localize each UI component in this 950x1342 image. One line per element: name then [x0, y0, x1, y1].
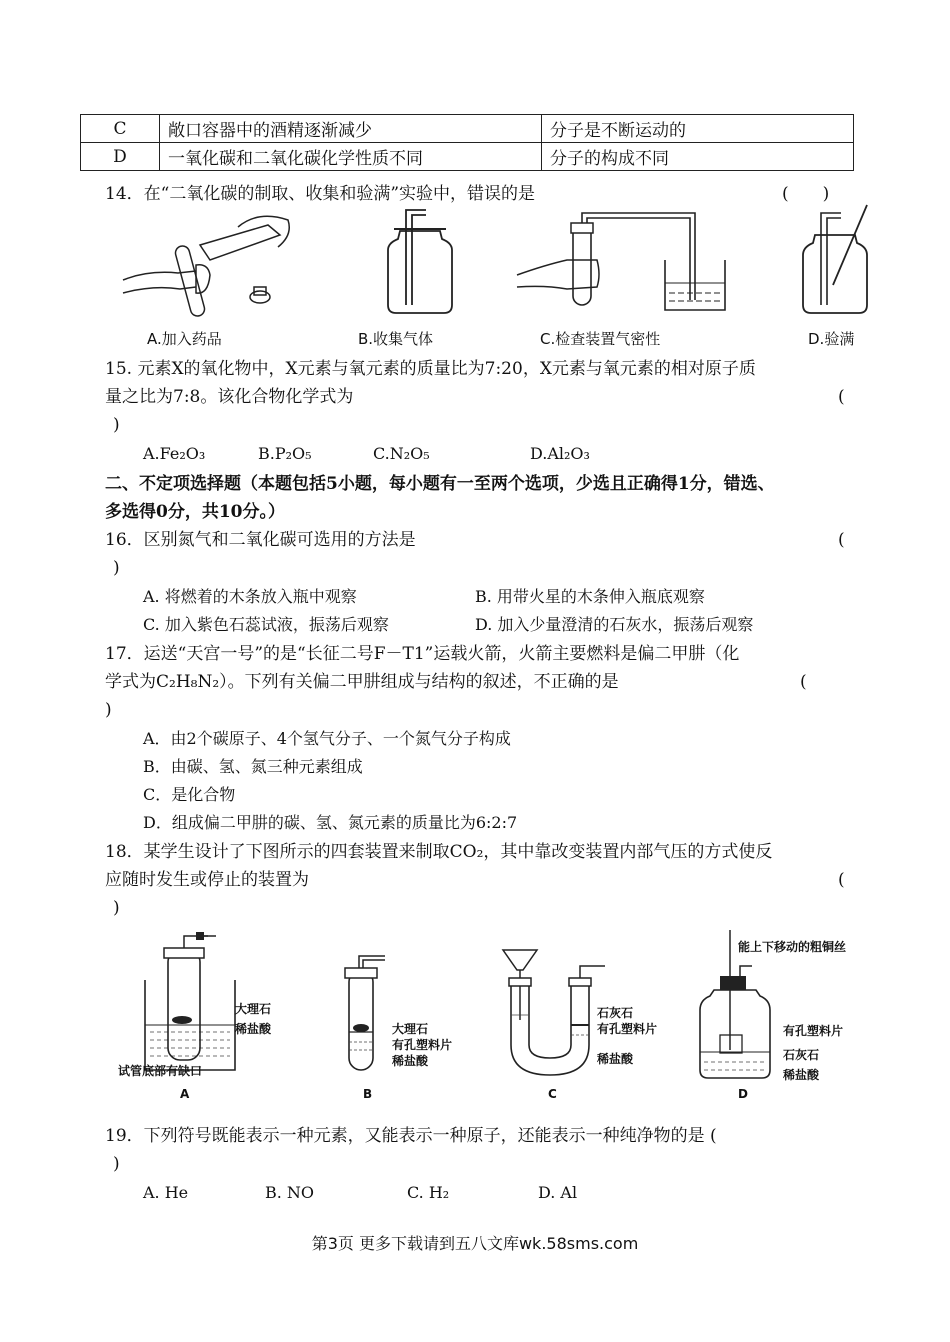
q14-figure-a — [118, 205, 308, 325]
q14-caption-a: A.加入药品 — [147, 330, 222, 348]
q15-option-b: B.P₂O₅ — [258, 444, 312, 463]
q16-stem: 16．区别氮气和二氧化碳可选用的方法是 — [105, 530, 416, 550]
page-footer: 第3页 更多下载请到五八文库wk.58sms.com — [311, 1234, 639, 1253]
q18-line2: 应随时发生或停止的装置为 — [105, 870, 309, 890]
section2-heading-line2: 多选得0分，共10分。） — [105, 502, 285, 522]
q18-apparatus-a — [140, 930, 250, 1080]
q16-option-a: A. 将燃着的木条放入瓶中观察 — [143, 587, 357, 606]
q18-c-label-limestone: 石灰石 — [597, 1006, 634, 1020]
q18-d-label-acid: 稀盐酸 — [783, 1068, 820, 1082]
row-explanation: 分子是不断运动的 — [542, 115, 854, 143]
q18-d-label-limestone: 石灰石 — [783, 1048, 820, 1062]
q16-paren-close: ) — [113, 558, 120, 578]
q17-paren-close: ) — [105, 700, 112, 720]
answer-table — [80, 114, 854, 171]
q18-a-label-notch: 试管底部有缺口 — [118, 1064, 203, 1078]
q19-option-a: A. He — [143, 1183, 189, 1202]
q19-paren-close: ) — [113, 1154, 120, 1174]
q19-stem: 19．下列符号既能表示一种元素，又能表示一种原子，还能表示一种纯净物的是 ( — [105, 1126, 717, 1146]
q18-letter-d: D — [738, 1087, 748, 1101]
q16-option-d: D. 加入少量澄清的石灰水，振荡后观察 — [475, 615, 754, 634]
section2-heading-line1: 二、不定项选择题（本题包括5小题，每小题有一至两个选项，少选且正确得1分，错选、 — [105, 474, 775, 494]
q14-caption-c: C.检查装置气密性 — [540, 330, 661, 348]
row-phenomenon: 敞口容器中的酒精逐渐减少 — [160, 115, 542, 143]
row-label: D — [81, 143, 160, 171]
row-label: C — [81, 115, 160, 143]
q18-d-label-wire: 能上下移动的粗铜丝 — [738, 940, 847, 954]
q14-figure-b — [380, 205, 460, 320]
q15-paren-close: ) — [113, 415, 120, 435]
q14-figure-d — [795, 205, 875, 320]
q14-paren: ( ) — [782, 184, 830, 204]
q14-caption-d: D.验满 — [808, 330, 855, 348]
q18-paren-close: ) — [113, 898, 120, 918]
q16-option-b: B. 用带火星的木条伸入瓶底观察 — [475, 587, 705, 606]
q17-line2: 学式为C₂H₈N₂）。下列有关偏二甲肼组成与结构的叙述，不正确的是 — [105, 672, 619, 692]
q17-line1: 17．运送“天宫一号”的是“长征二号F－T1”运载火箭，火箭主要燃料是偏二甲肼（化 — [105, 644, 740, 664]
q19-option-b: B. NO — [265, 1183, 315, 1202]
q15-option-c: C.N₂O₅ — [373, 444, 430, 463]
q17-option-d: D．组成偏二甲肼的碳、氢、氮元素的质量比为6:2:7 — [143, 813, 518, 832]
q18-line1: 18．某学生设计了下图所示的四套装置来制取CO₂，其中靠改变装置内部气压的方式使反 — [105, 842, 773, 862]
q16-option-c: C. 加入紫色石蕊试液，振荡后观察 — [143, 615, 389, 634]
q18-d-label-plate: 有孔塑料片 — [783, 1024, 844, 1038]
q17-option-b: B．由碳、氢、氮三种元素组成 — [143, 757, 363, 776]
row-explanation: 分子的构成不同 — [542, 143, 854, 171]
q17-paren-open: ( — [800, 672, 807, 692]
q18-letter-b: B — [363, 1087, 373, 1101]
q18-b-label-marble: 大理石 — [392, 1022, 429, 1036]
q18-paren-open: ( — [838, 870, 845, 890]
q16-paren-open: ( — [838, 530, 845, 550]
q15-option-d: D.Al₂O₃ — [530, 444, 590, 463]
q17-option-a: A．由2个碳原子、4个氢气分子、一个氮气分子构成 — [143, 729, 511, 748]
q14-figure-c — [515, 205, 735, 320]
q15-option-a: A.Fe₂O₃ — [143, 444, 206, 463]
q18-letter-c: C — [548, 1087, 557, 1101]
q15-paren-open: ( — [838, 387, 845, 407]
q14-stem: 14．在“二氧化碳的制取、收集和验满”实验中，错误的是 — [105, 184, 536, 204]
q17-option-c: C．是化合物 — [143, 785, 236, 804]
q18-c-label-plate: 有孔塑料片 — [597, 1022, 658, 1036]
q18-apparatus-b — [335, 950, 395, 1080]
q15-line1: 15. 元素X的氧化物中，X元素与氧元素的质量比为7:20，X元素与氧元素的相对原子质 — [105, 359, 756, 379]
table-row — [81, 143, 854, 171]
q15-line2: 量之比为7:8。该化合物化学式为 — [105, 387, 354, 407]
table-row — [81, 115, 854, 143]
q19-option-c: C. H₂ — [407, 1183, 450, 1202]
q14-caption-b: B.收集气体 — [358, 330, 434, 348]
q18-b-label-plate: 有孔塑料片 — [392, 1038, 453, 1052]
q18-a-label-marble: 大理石 — [235, 1002, 272, 1016]
q18-c-label-acid: 稀盐酸 — [597, 1052, 634, 1066]
row-phenomenon: 一氧化碳和二氧化碳化学性质不同 — [160, 143, 542, 171]
q18-b-label-acid: 稀盐酸 — [392, 1054, 429, 1068]
q18-letter-a: A — [180, 1087, 190, 1101]
q18-a-label-acid: 稀盐酸 — [235, 1022, 272, 1036]
q19-option-d: D. Al — [538, 1183, 578, 1202]
